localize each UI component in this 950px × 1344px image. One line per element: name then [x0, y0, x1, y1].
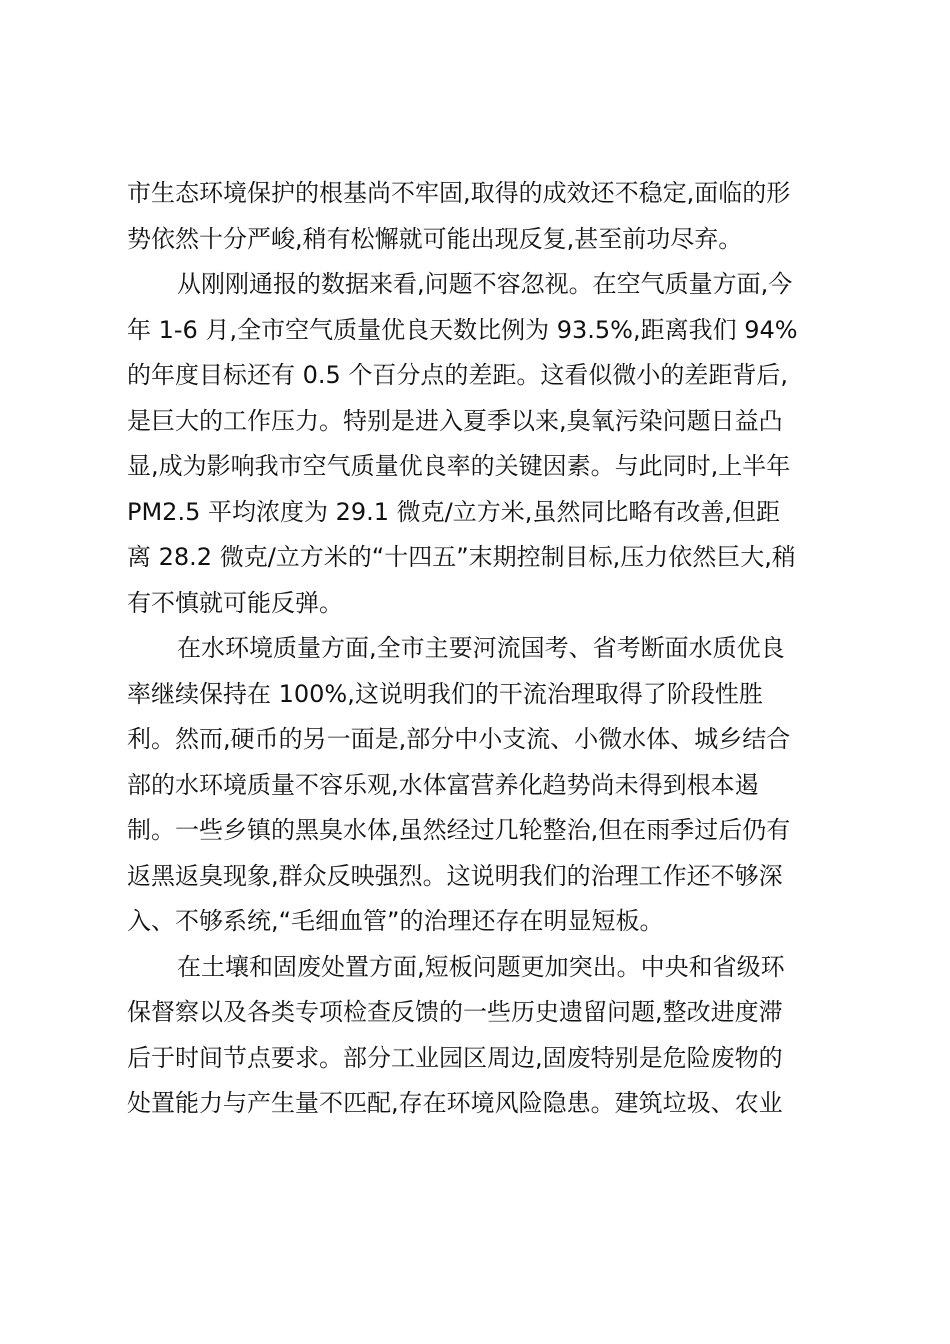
- text-line: 部的水环境质量不容乐观,水体富营养化趋势尚未得到根本遏: [127, 770, 759, 799]
- text-line: 利。然而,硬币的另一面是,部分中小支流、小微水体、城乡结合: [127, 725, 791, 753]
- text-line: 势依然十分严峻,稍有松懈就可能出现反复,甚至前功尽弃。: [127, 224, 743, 253]
- text-line: 保督察以及各类专项检查反馈的一些历史遗留问题,整改进度滞: [127, 998, 783, 1026]
- text-line: 率继续保持在 100%,这说明我们的干流治理取得了阶段性胜: [127, 679, 763, 708]
- text-line: 制。一些乡镇的黑臭水体,虽然经过几轮整治,但在雨季过后仍有: [127, 816, 791, 844]
- text-line: 后于时间节点要求。部分工业园区周边,固废特别是危险废物的: [127, 1043, 783, 1072]
- text-line: 入、不够系统,“毛细血管”的治理还存在明显短板。: [127, 907, 664, 935]
- text-line: 处置能力与产生量不匹配,存在环境风险隐患。建筑垃圾、农业: [127, 1089, 783, 1117]
- text-line: 返黑返臭现象,群众反映强烈。这说明我们的治理工作还不够深: [127, 861, 783, 890]
- text-line: 显,成为影响我市空气质量优良率的关键因素。与此同时,上半年: [127, 452, 791, 480]
- text-line: 是巨大的工作压力。特别是进入夏季以来,臭氧污染问题日益凸: [127, 406, 783, 435]
- document-body: [127, 171, 837, 1127]
- paragraph-start-line: 在水环境质量方面,全市主要河流国考、省考断面水质优良: [177, 634, 785, 662]
- paragraph-start-line: 从刚刚通报的数据来看,问题不容忽视。在空气质量方面,今: [177, 270, 793, 298]
- text-line: PM2.5 平均浓度为 29.1 微克/立方米,虽然同比略有改善,但距: [127, 497, 781, 526]
- text-line: 市生态环境保护的根基尚不牢固,取得的成效还不稳定,面临的形: [127, 179, 791, 207]
- text-line: 有不慎就可能反弹。: [127, 588, 343, 617]
- text-line: 年 1-6 月,全市空气质量优良天数比例为 93.5%,距离我们 94%: [127, 315, 798, 344]
- paragraph-start-line: 在土壤和固废处置方面,短板问题更加突出。中央和省级环: [177, 952, 785, 981]
- text-line: 离 28.2 微克/立方米的“十四五”末期控制目标,压力依然巨大,稍: [127, 543, 796, 571]
- text-line: 的年度目标还有 0.5 个百分点的差距。这看似微小的差距背后,: [127, 361, 789, 389]
